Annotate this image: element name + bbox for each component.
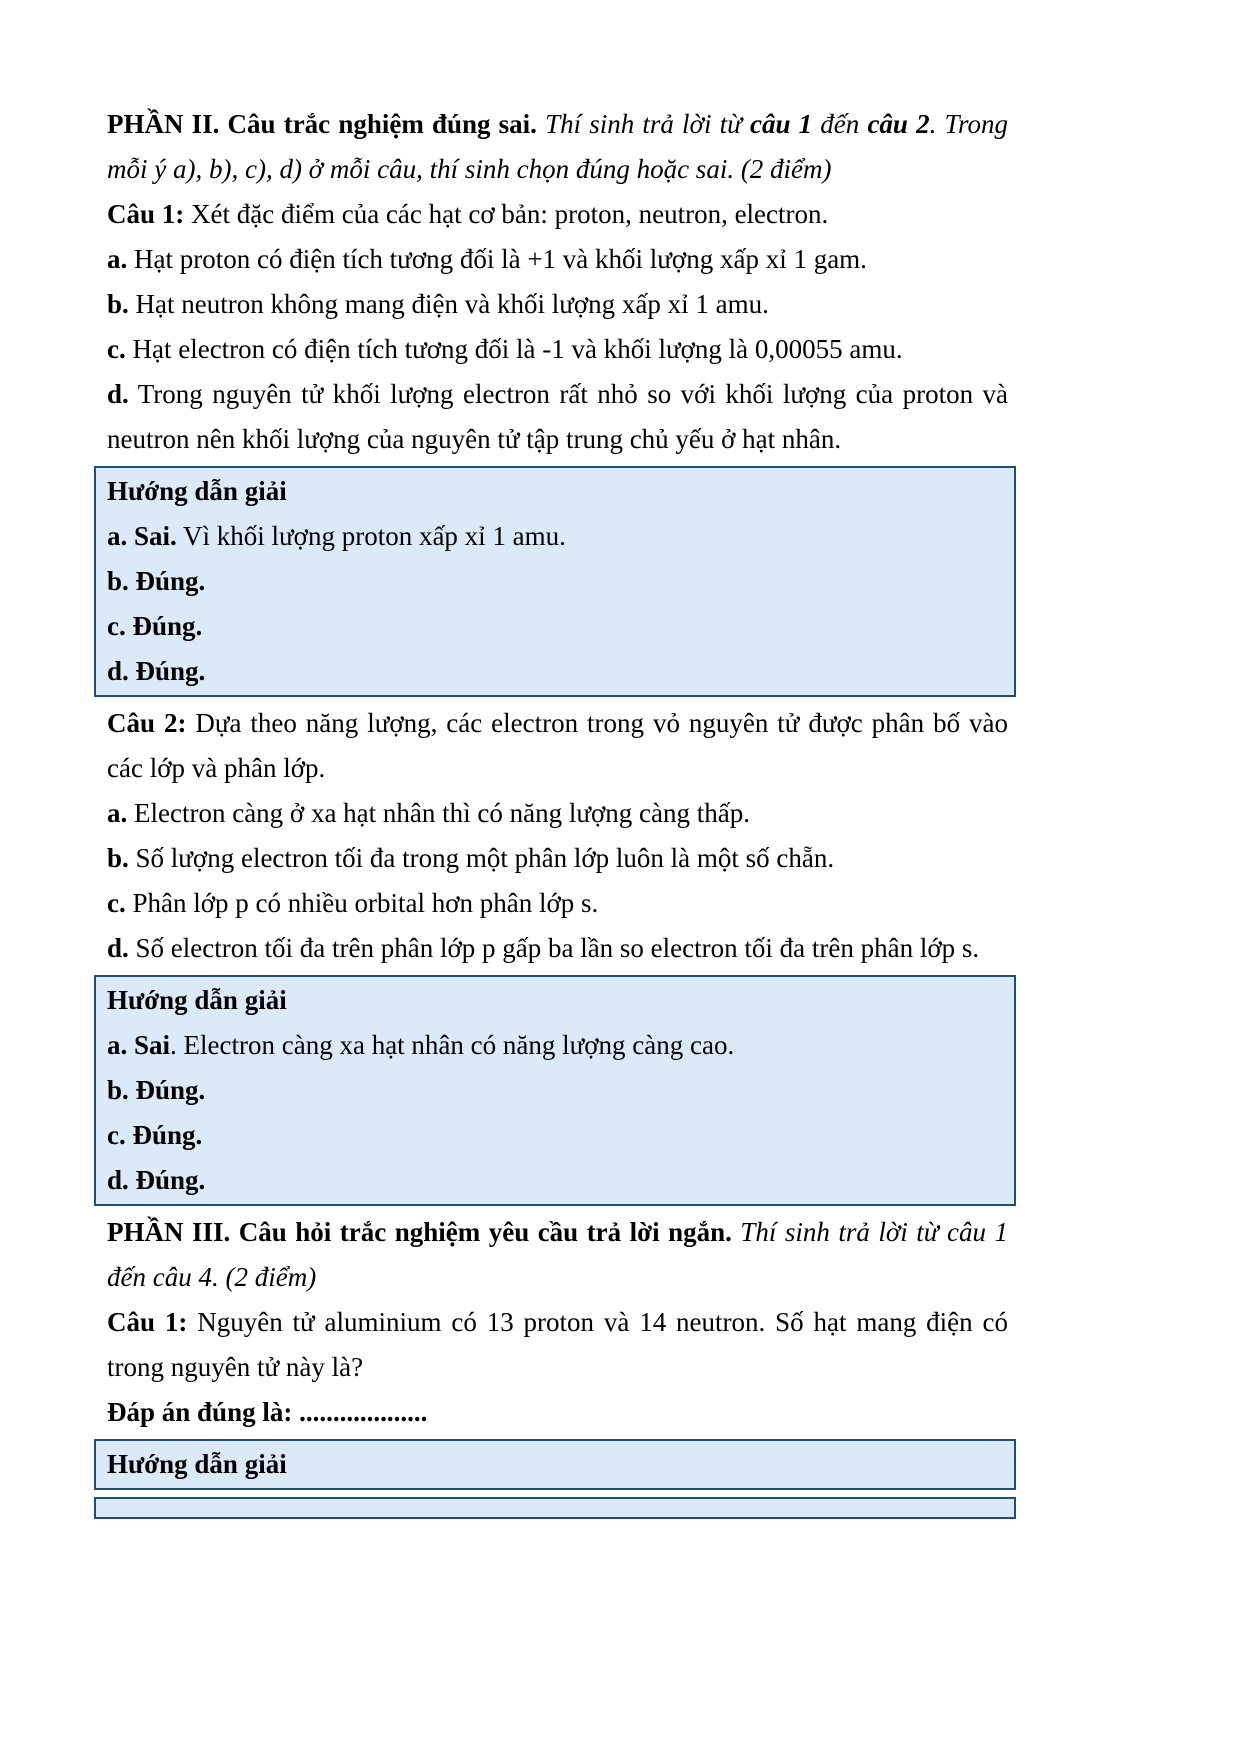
item-label: d. <box>107 379 129 409</box>
item-text: Số lượng electron tối đa trong một phân lớp luôn là một số chẵn. <box>128 843 835 873</box>
part2-cau2-intro <box>107 701 1008 791</box>
part2-heading-bold-italic-1: câu 1 <box>750 109 813 139</box>
part3-heading <box>107 1210 1008 1300</box>
solution-line-d <box>107 1158 1005 1203</box>
item-text: Hạt electron có điện tích tương đối là -1 và khối lượng là 0,00055 amu. <box>125 334 903 364</box>
solution-line-a <box>107 1023 1005 1068</box>
solution-line-d <box>107 649 1005 694</box>
item-text: Hạt proton có điện tích tương đối là +1 và khối lượng xấp xỉ 1 gam. <box>127 244 867 274</box>
solution-verdict: d. Đúng. <box>107 1165 206 1195</box>
part2-cau2-item-b <box>107 836 1008 881</box>
part2-cau1-label: Câu 1: <box>107 199 185 229</box>
solution-box-part2-cau1 <box>94 466 1016 697</box>
part2-cau1-item-b <box>107 282 1008 327</box>
solution-line-b <box>107 559 1005 604</box>
part2-heading-italic-2: đến <box>812 109 868 139</box>
solution-verdict: d. Đúng. <box>107 656 206 686</box>
item-text: Hạt neutron không mang điện và khối lượng xấp xỉ 1 amu. <box>128 289 769 319</box>
item-text: Số electron tối đa trên phân lớp p gấp ba lần so electron tối đa trên phân lớp s. <box>128 933 980 963</box>
solution-verdict: b. Đúng. <box>107 566 206 596</box>
part2-cau1-item-d <box>107 372 1008 462</box>
solution-box-part2-cau2 <box>94 975 1016 1206</box>
part2-cau1-text: Xét đặc điểm của các hạt cơ bản: proton, neutron, electron. <box>184 199 829 229</box>
item-label: a. <box>107 244 128 274</box>
item-label: d. <box>107 933 129 963</box>
solution-box-part3-cau1-title <box>94 1439 1016 1490</box>
part2-heading-bold: PHẦN II. Câu trắc nghiệm đúng sai. <box>107 109 537 139</box>
part3-cau1-intro <box>107 1300 1008 1390</box>
part2-cau1-item-c <box>107 327 1008 372</box>
item-label: b. <box>107 289 129 319</box>
part2-heading <box>107 102 1008 192</box>
solution-title <box>107 1442 1005 1487</box>
item-text: Phân lớp p có nhiều orbital hơn phân lớp s. <box>125 888 599 918</box>
solution-title <box>107 469 1005 514</box>
part3-cau1-text: Nguyên tử aluminium có 13 proton và 14 neutron. Số hạt mang điện có trong nguyên tử này là? <box>107 1307 1008 1382</box>
item-label: a. <box>107 798 128 828</box>
part2-cau2-text: Dựa theo năng lượng, các electron trong vỏ nguyên tử được phân bố vào các lớp và phân lớp. <box>107 708 1008 783</box>
solution-title-text: Hướng dẫn giải <box>107 985 287 1015</box>
solution-explanation: . Electron càng xa hạt nhân có năng lượng càng cao. <box>170 1030 735 1060</box>
solution-verdict: a. Sai <box>107 1030 171 1060</box>
solution-title-text: Hướng dẫn giải <box>107 1449 287 1479</box>
item-label: c. <box>107 334 126 364</box>
part2-cau2-item-a <box>107 791 1008 836</box>
answer-label: Đáp án đúng là: ................... <box>107 1397 428 1427</box>
solution-line-b <box>107 1068 1005 1113</box>
solution-title <box>107 978 1005 1023</box>
solution-explanation: Vì khối lượng proton xấp xỉ 1 amu. <box>176 521 566 551</box>
part2-cau1-item-a <box>107 237 1008 282</box>
solution-title-text: Hướng dẫn giải <box>107 476 287 506</box>
part2-cau1-intro <box>107 192 1008 237</box>
part3-heading-italic: Thí sinh trả lời từ câu 1 đến câu 4. (2 điểm) <box>107 1217 1008 1292</box>
part2-heading-italic-3: . Trong mỗi ý a), b), c), d) ở mỗi câu, thí sinh chọn đúng hoặc sai. (2 điểm) <box>107 109 1009 184</box>
part2-cau2-item-c <box>107 881 1008 926</box>
part2-heading-italic-1: Thí sinh trả lời từ <box>536 109 750 139</box>
solution-box-part3-cau1-body <box>94 1497 1016 1519</box>
item-label: b. <box>107 843 129 873</box>
part3-heading-bold: PHẦN III. Câu hỏi trắc nghiệm yêu cầu trả lời ngắn. <box>107 1217 732 1247</box>
item-text: Electron càng ở xa hạt nhân thì có năng lượng càng thấp. <box>127 798 750 828</box>
item-text: Trong nguyên tử khối lượng electron rất nhỏ so với khối lượng của proton và neutron nên khối lượng của nguyên tử tập trung chủ yếu ở hạt nhân. <box>107 379 1008 454</box>
part2-heading-bold-italic-2: câu 2 <box>867 109 930 139</box>
part3-cau1-label: Câu 1: <box>107 1307 188 1337</box>
part3-cau1-answer-line <box>107 1390 1008 1435</box>
solution-verdict: c. Đúng. <box>107 611 203 641</box>
solution-verdict: a. Sai. <box>107 521 177 551</box>
solution-line-c <box>107 604 1005 649</box>
solution-line-a <box>107 514 1005 559</box>
solution-verdict: b. Đúng. <box>107 1075 206 1105</box>
solution-line-c <box>107 1113 1005 1158</box>
part2-cau2-item-d <box>107 926 1008 971</box>
item-label: c. <box>107 888 126 918</box>
solution-verdict: c. Đúng. <box>107 1120 203 1150</box>
part2-cau2-label: Câu 2: <box>107 708 187 738</box>
